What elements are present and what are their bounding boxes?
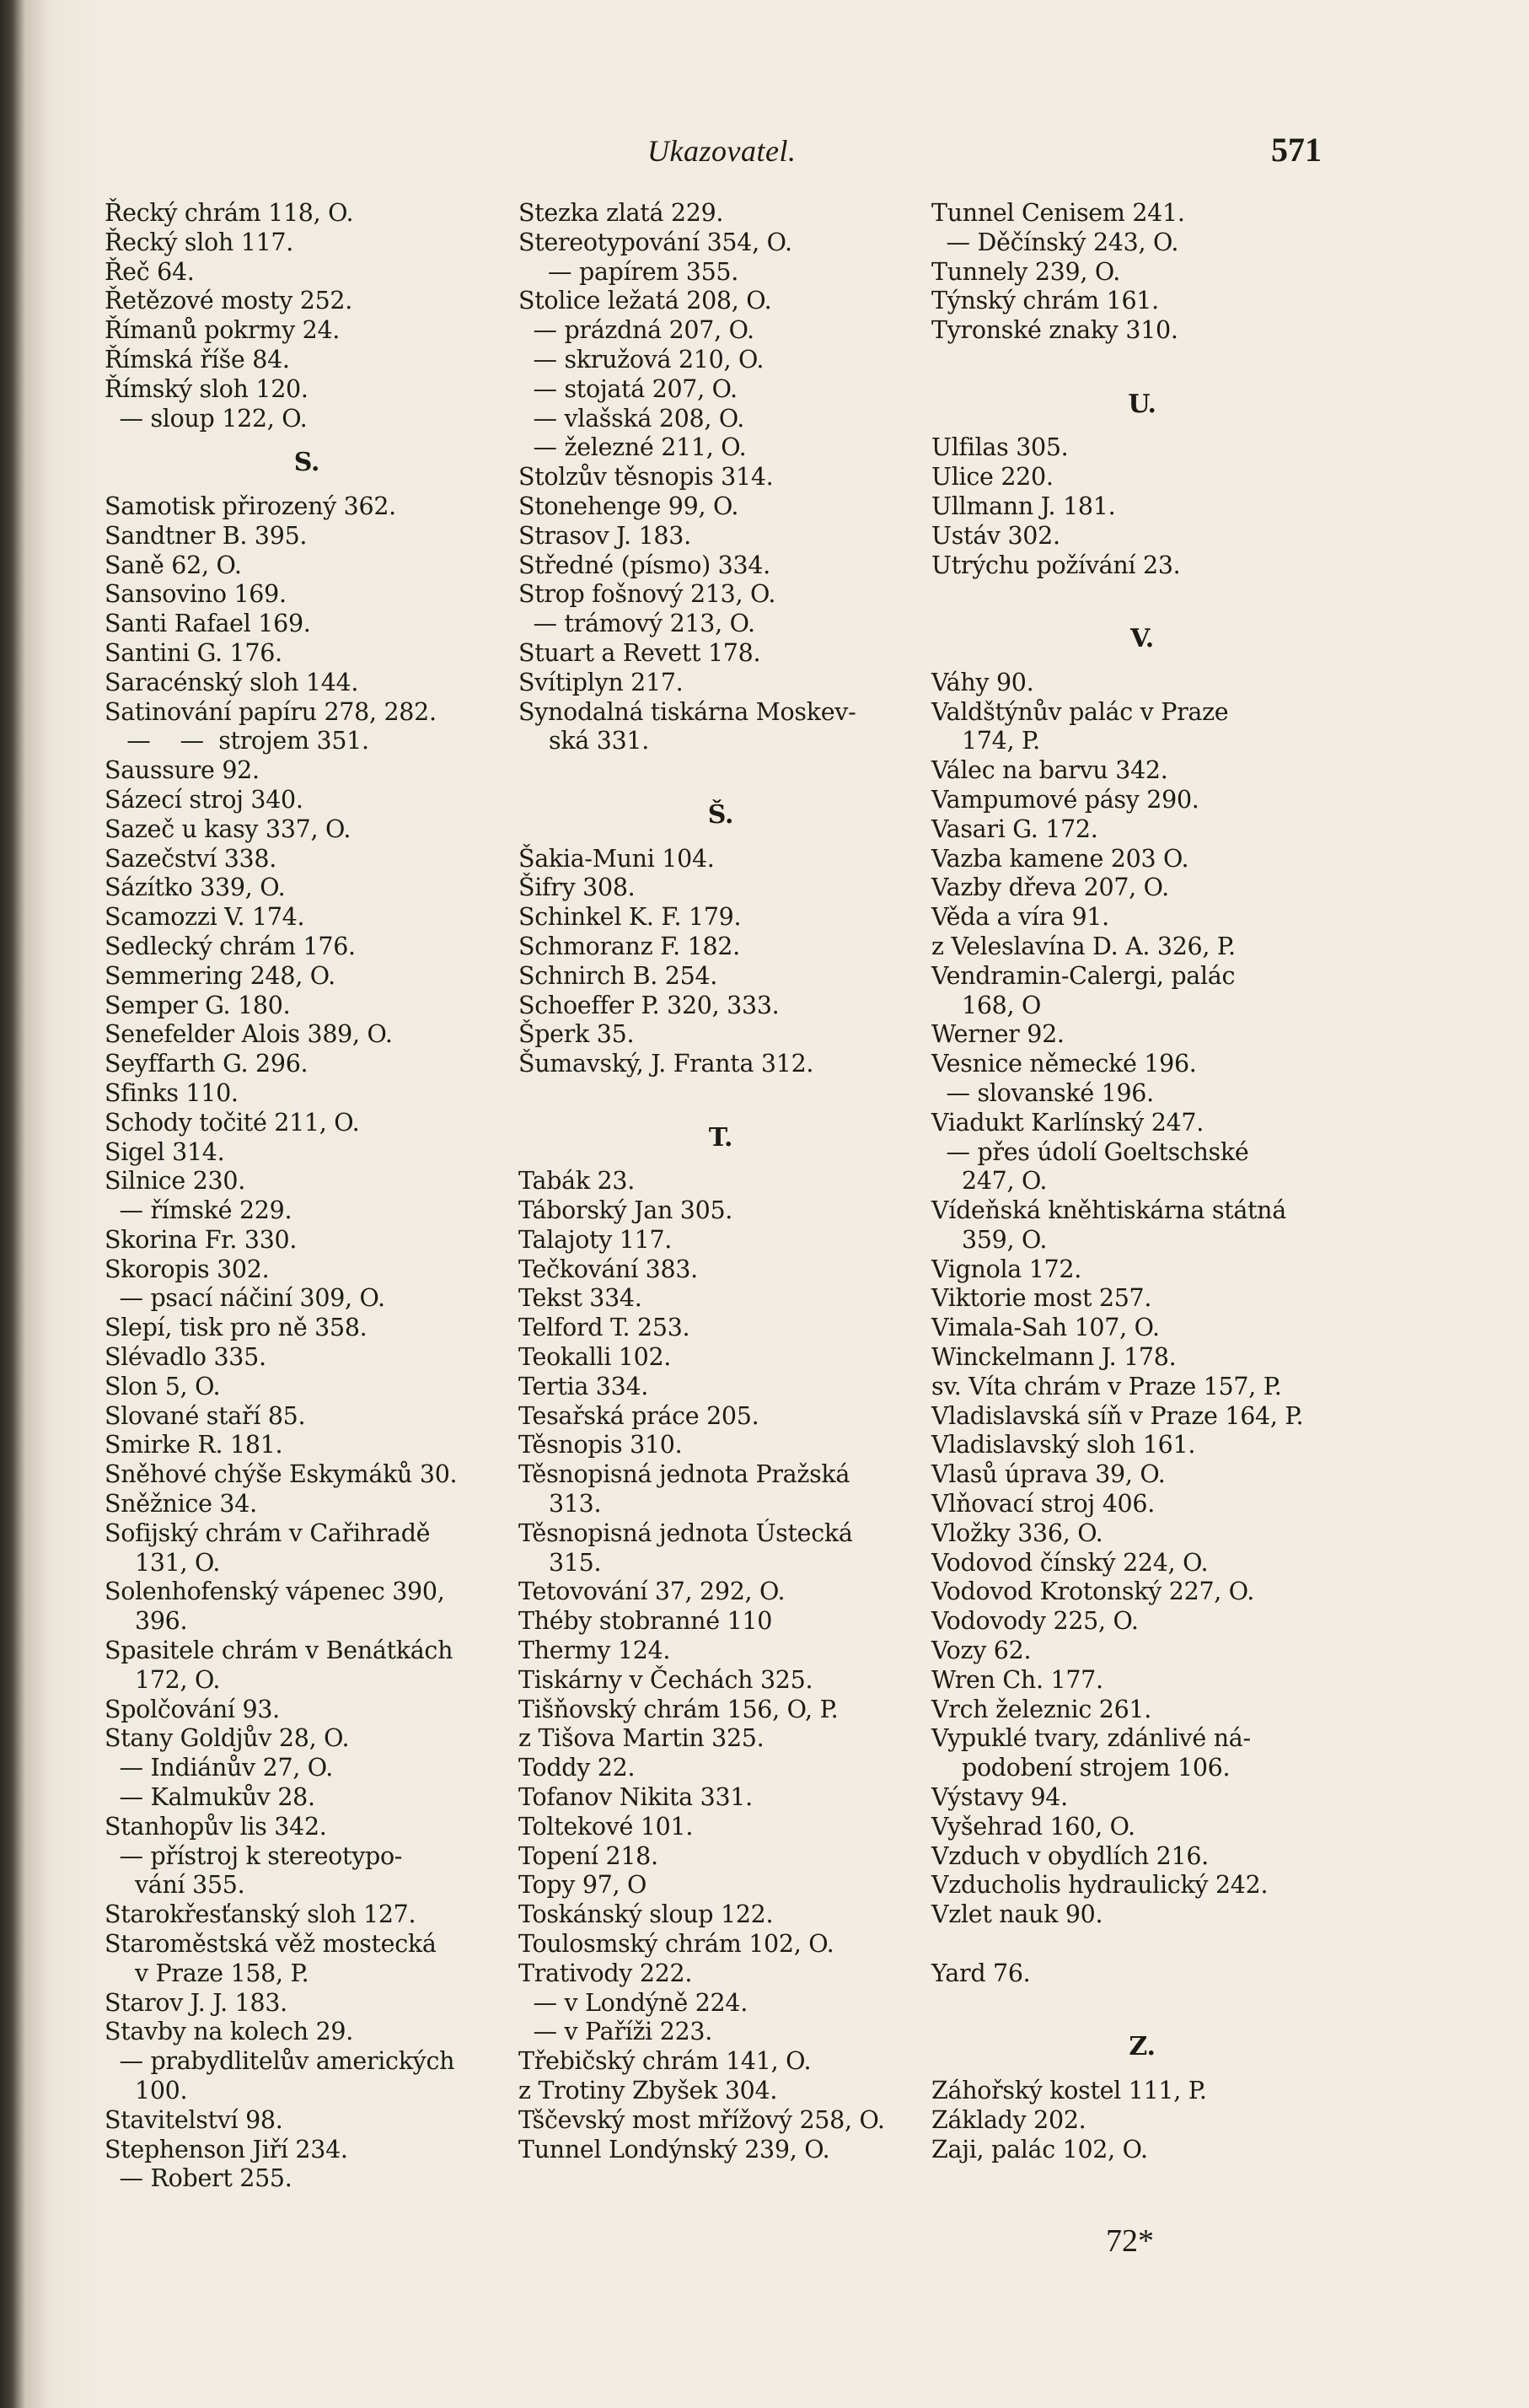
index-entry-continuation: 359, O. xyxy=(962,1225,1048,1254)
index-entry: Stezka zlatá 229. xyxy=(518,199,724,227)
index-entry: Sněhové chýše Eskymáků 30. xyxy=(105,1460,458,1489)
index-entry: z Tišova Martin 325. xyxy=(518,1724,764,1753)
index-entry: Schnirch B. 254. xyxy=(518,961,718,990)
index-entry: Vodovod Krotonský 227, O. xyxy=(931,1578,1254,1606)
index-entry: Valdštýnův palác v Praze xyxy=(931,697,1229,726)
index-entry: Tiskárny v Čechách 325. xyxy=(518,1665,813,1694)
index-entry: Stonehenge 99, O. xyxy=(518,492,739,520)
index-entry: Schinkel K. F. 179. xyxy=(518,903,742,932)
index-entry: — slovanské 196. xyxy=(931,1078,1154,1107)
index-entry: Vesnice německé 196. xyxy=(931,1050,1197,1078)
index-entry: Stolice ležatá 208, O. xyxy=(518,287,772,315)
blank-line xyxy=(931,1989,1353,2018)
running-title: Ukazovatel. xyxy=(647,134,797,168)
index-entry-continuation: v Praze 158, P. xyxy=(135,1959,309,1987)
index-entry: Tyronské znaky 310. xyxy=(931,316,1178,345)
index-entry: — prázdná 207, O. xyxy=(518,316,754,345)
index-entry-continuation: 100. xyxy=(135,2077,188,2104)
index-entry: — stojatá 207, O. xyxy=(518,374,738,403)
index-entry: Senefelder Alois 389, O. xyxy=(105,1020,393,1049)
index-entry: Sázecí stroj 340. xyxy=(105,785,303,814)
index-entry: Tščevský most mřížový 258, O. xyxy=(518,2105,885,2134)
index-entry-continuation: podobení strojem 106. xyxy=(962,1754,1231,1782)
index-entry: Ustáv 302. xyxy=(931,521,1060,550)
index-entry: Teokalli 102. xyxy=(518,1343,672,1372)
index-entry: Sněžnice 34. xyxy=(105,1490,257,1518)
index-entry: Yard 76. xyxy=(931,1959,1031,1987)
index-entry: Záhořský kostel 111, P. xyxy=(931,2077,1207,2104)
index-entry: Vlňovací stroj 406. xyxy=(931,1490,1155,1518)
index-entry: Tečkování 383. xyxy=(518,1255,698,1283)
section-letter-heading: Š. xyxy=(707,799,734,830)
index-entry-continuation: 396. xyxy=(135,1607,188,1636)
index-entry: Těsnopisná jednota Pražská xyxy=(518,1460,850,1489)
index-entry: Strasov J. 183. xyxy=(518,521,691,550)
index-entry: Táborský Jan 305. xyxy=(518,1196,733,1225)
index-entry: Starov J. J. 183. xyxy=(105,1988,287,2017)
index-column-1 xyxy=(105,199,509,2194)
index-entry-continuation: 174, P. xyxy=(962,727,1040,755)
index-entry: Šifry 308. xyxy=(518,873,636,902)
index-entry: Skoropis 302. xyxy=(105,1255,270,1283)
index-entry: Vignola 172. xyxy=(931,1255,1081,1283)
index-entry: — trámový 213, O. xyxy=(518,610,755,638)
index-entry: Toltekové 101. xyxy=(518,1812,694,1841)
index-entry: Vídeňská kněhtiskárna státná xyxy=(931,1196,1286,1225)
section-letter-heading: V. xyxy=(1130,624,1154,654)
index-entry: — vlašská 208, O. xyxy=(518,404,745,433)
index-entry: Vazba kamene 203 O. xyxy=(931,844,1189,873)
index-entry: Římský sloh 120. xyxy=(105,374,308,403)
index-entry: Tekst 334. xyxy=(518,1284,642,1313)
index-entry: Silnice 230. xyxy=(105,1167,245,1196)
index-entry: — římské 229. xyxy=(105,1196,292,1225)
index-entry: Seyffarth G. 296. xyxy=(105,1050,308,1078)
index-entry: Vrch železnic 261. xyxy=(931,1695,1152,1723)
index-entry: Třebičský chrám 141, O. xyxy=(518,2047,812,2076)
index-entry: Toskánský sloup 122. xyxy=(518,1900,774,1929)
index-entry: Tunnel Londýnský 239, O. xyxy=(518,2135,830,2163)
index-entry: Sázítko 339, O. xyxy=(105,873,286,902)
section-letter-heading: U. xyxy=(1128,389,1156,419)
index-entry: Vazby dřeva 207, O. xyxy=(931,873,1169,902)
index-entry: Slované staří 85. xyxy=(105,1401,306,1430)
index-entry: Stephenson Jiří 234. xyxy=(105,2135,348,2163)
index-entry: Tetovování 37, 292, O. xyxy=(518,1578,786,1606)
index-entry: — Indiánův 27, O. xyxy=(105,1754,333,1782)
index-entry: Řecký sloh 117. xyxy=(105,228,293,256)
index-entry: Semmering 248, O. xyxy=(105,961,335,990)
index-entry-continuation: 168, O xyxy=(962,991,1042,1019)
section-letter-heading: S. xyxy=(293,448,320,478)
index-entry: Zaji, palác 102, O. xyxy=(931,2135,1148,2163)
index-entry: Řetězové mosty 252. xyxy=(105,287,353,315)
index-entry: Vladislavský sloh 161. xyxy=(931,1431,1196,1459)
section-letter-heading: T. xyxy=(708,1122,733,1153)
index-entry: Schoeffer P. 320, 333. xyxy=(518,991,780,1019)
index-entry: Starokřesťanský sloh 127. xyxy=(105,1900,416,1929)
index-entry: — — strojem 351. xyxy=(105,727,369,755)
index-entry: Viadukt Karlínský 247. xyxy=(931,1108,1204,1137)
index-entry: Slepí, tisk pro ně 358. xyxy=(105,1314,367,1342)
index-entry: Toddy 22. xyxy=(518,1754,636,1782)
index-entry: Výstavy 94. xyxy=(931,1783,1068,1812)
index-entry: Strop fošnový 213, O. xyxy=(518,580,776,609)
index-entry: Théby stobranné 110 xyxy=(518,1607,773,1636)
index-entry: Slon 5, O. xyxy=(105,1372,221,1400)
index-entry: Šakia-Muni 104. xyxy=(518,844,715,873)
index-entry: Tišňovský chrám 156, O, P. xyxy=(518,1695,839,1723)
page-header xyxy=(0,126,1529,177)
index-entry: Ulice 220. xyxy=(931,463,1054,492)
index-entry: Synodalná tiskárna Moskev- xyxy=(518,697,856,726)
index-entry: Římanů pokrmy 24. xyxy=(105,316,341,345)
index-entry: Skorina Fr. 330. xyxy=(105,1225,298,1254)
index-entry: Sedlecký chrám 176. xyxy=(105,932,356,960)
index-entry: Základy 202. xyxy=(931,2105,1086,2134)
index-entry: Vypuklé tvary, zdánlivé ná- xyxy=(931,1724,1251,1753)
index-column-3 xyxy=(931,199,1353,2164)
index-entry: Vodovody 225, O. xyxy=(931,1607,1139,1636)
index-entry: Vladislavská síň v Praze 164, P. xyxy=(931,1401,1304,1430)
blank-line xyxy=(931,580,1353,610)
index-entry: — železné 211, O. xyxy=(518,433,747,462)
page-number: 571 xyxy=(1271,131,1322,169)
index-entry: Satinování papíru 278, 282. xyxy=(105,697,437,726)
index-entry: Topení 218. xyxy=(518,1841,658,1870)
index-entry-continuation: ská 331. xyxy=(549,727,650,755)
index-entry: Solenhofenský vápenec 390, xyxy=(105,1578,445,1606)
index-entry: Šperk 35. xyxy=(518,1020,635,1049)
index-entry: Vampumové pásy 290. xyxy=(931,785,1199,814)
index-entry: Schmoranz F. 182. xyxy=(518,932,740,960)
index-entry: Vimala-Sah 107, O. xyxy=(931,1314,1160,1342)
index-entry: — přístroj k stereotypo- xyxy=(105,1841,403,1870)
index-entry: Winckelmann J. 178. xyxy=(931,1343,1177,1372)
index-entry: Slévadlo 335. xyxy=(105,1343,266,1372)
index-entry: Vzlet nauk 90. xyxy=(931,1900,1103,1929)
index-entry: Staroměstská věž mostecká xyxy=(105,1930,437,1959)
index-entry: — psací náčiní 309, O. xyxy=(105,1284,385,1313)
index-entry: Těsnopisná jednota Ústecká xyxy=(518,1518,853,1547)
index-entry: Tunnely 239, O. xyxy=(931,257,1120,286)
index-entry: — v Londýně 224. xyxy=(518,1988,748,2017)
index-entry: Sfinks 110. xyxy=(105,1078,239,1107)
index-entry: Smirke R. 181. xyxy=(105,1431,283,1459)
index-entry: Vasari G. 172. xyxy=(931,814,1098,843)
index-entry: Stereotypování 354, O. xyxy=(518,228,792,256)
index-entry: z Trotiny Zbyšek 304. xyxy=(518,2077,778,2104)
index-entry: z Veleslavína D. A. 326, P. xyxy=(931,932,1236,960)
index-entry: Sansovino 169. xyxy=(105,580,287,609)
index-entry: Trativody 222. xyxy=(518,1959,693,1987)
blank-line xyxy=(518,756,923,786)
index-entry: Tofanov Nikita 331. xyxy=(518,1783,753,1812)
section-letter-heading: Z. xyxy=(1129,2032,1156,2062)
index-entry: Vzducholis hydraulický 242. xyxy=(931,1871,1269,1900)
index-entry: Sigel 314. xyxy=(105,1137,225,1166)
index-entry: — přes údolí Goeltschské xyxy=(931,1137,1249,1166)
index-entry: Tesařská práce 205. xyxy=(518,1401,759,1430)
index-entry: Scamozzi V. 174. xyxy=(105,903,305,932)
index-entry: Viktorie most 257. xyxy=(931,1284,1152,1313)
printer-signature-mark: 72* xyxy=(1106,2223,1154,2259)
index-entry: Vyšehrad 160, O. xyxy=(931,1812,1135,1841)
index-entry-continuation: 172, O. xyxy=(135,1665,221,1694)
index-entry: — skružová 210, O. xyxy=(518,345,764,374)
index-entry: Saracénský sloh 144. xyxy=(105,668,359,696)
index-entry: Sazečství 338. xyxy=(105,844,276,873)
index-entry: Vozy 62. xyxy=(931,1637,1032,1665)
index-entry: Ullmann J. 181. xyxy=(931,492,1116,520)
index-entry: Váhy 90. xyxy=(931,668,1034,696)
index-entry: Stavby na kolech 29. xyxy=(105,2018,353,2046)
index-entry: Stolzův těsnopis 314. xyxy=(518,463,774,492)
index-column-2 xyxy=(518,199,923,2164)
index-entry: Wren Ch. 177. xyxy=(931,1665,1103,1694)
index-entry: Tertia 334. xyxy=(518,1372,649,1400)
index-entry: Sandtner B. 395. xyxy=(105,521,308,550)
index-entry: — prabydlitelův amerických xyxy=(105,2047,455,2076)
index-entry-continuation: vání 355. xyxy=(135,1871,245,1900)
blank-line xyxy=(518,1079,923,1109)
index-entry: Stavitelství 98. xyxy=(105,2105,283,2134)
index-entry: Vodovod čínský 224, O. xyxy=(931,1548,1209,1577)
index-entry: Utrýchu požívání 23. xyxy=(931,551,1181,579)
index-entry: Telford T. 253. xyxy=(518,1314,690,1342)
index-entry: Věda a víra 91. xyxy=(931,903,1109,932)
index-entry: Schody točité 211, O. xyxy=(105,1108,360,1137)
index-entry: Válec na barvu 342. xyxy=(931,756,1168,785)
index-entry: — Robert 255. xyxy=(105,2164,292,2193)
index-entry: Stanhopův lis 342. xyxy=(105,1812,327,1841)
index-entry: Řeč 64. xyxy=(105,257,195,286)
index-entry-continuation: 313. xyxy=(549,1490,602,1518)
index-entry: Semper G. 180. xyxy=(105,991,291,1019)
index-entry: — Děčínský 243, O. xyxy=(931,228,1179,256)
index-entry-continuation: 247, O. xyxy=(962,1167,1048,1196)
index-entry: — sloup 122, O. xyxy=(105,404,308,433)
index-entry: — v Paříži 223. xyxy=(518,2018,713,2046)
index-entry: Santini G. 176. xyxy=(105,638,282,667)
index-entry: Středné (písmo) 334. xyxy=(518,551,770,579)
index-entry: Ulfilas 305. xyxy=(931,433,1069,462)
index-entry: Svítiplyn 217. xyxy=(518,668,684,696)
index-entry: Talajoty 117. xyxy=(518,1225,673,1254)
index-entry: Saussure 92. xyxy=(105,756,260,785)
index-entry: Římská říše 84. xyxy=(105,345,290,374)
index-entry: Vložky 336, O. xyxy=(931,1518,1103,1547)
index-entry: sv. Víta chrám v Praze 157, P. xyxy=(931,1372,1282,1400)
index-entry: Tunnel Cenisem 241. xyxy=(931,199,1185,227)
index-entry: Topy 97, O xyxy=(518,1871,647,1900)
index-entry: Tabák 23. xyxy=(518,1167,635,1196)
index-entry-continuation: 315. xyxy=(549,1548,602,1577)
index-entry: Spolčování 93. xyxy=(105,1695,280,1723)
index-entry: Stany Goldjův 28, O. xyxy=(105,1724,350,1753)
index-entry: Týnský chrám 161. xyxy=(931,287,1159,315)
index-entry: Sofijský chrám v Cařihradě xyxy=(105,1518,431,1547)
blank-line xyxy=(931,1930,1353,1959)
index-entry: — papírem 355. xyxy=(518,257,739,286)
index-entry: Vlasů úprava 39, O. xyxy=(931,1460,1166,1489)
index-entry: Saně 62, O. xyxy=(105,551,242,579)
index-entry: Sazeč u kasy 337, O. xyxy=(105,814,351,843)
index-entry: Těsnopis 310. xyxy=(518,1431,683,1459)
index-entry: Thermy 124. xyxy=(518,1637,671,1665)
index-entry: Toulosmský chrám 102, O. xyxy=(518,1930,834,1959)
index-entry: Řecký chrám 118, O. xyxy=(105,199,354,227)
blank-line xyxy=(931,346,1353,375)
index-entry: Santi Rafael 169. xyxy=(105,610,311,638)
index-entry: Vzduch v obydlích 216. xyxy=(931,1841,1209,1870)
index-entry: Werner 92. xyxy=(931,1020,1065,1049)
index-entry: — Kalmukův 28. xyxy=(105,1783,315,1812)
index-entry: Spasitele chrám v Benátkách xyxy=(105,1637,453,1665)
index-entry: Stuart a Revett 178. xyxy=(518,638,761,667)
index-entry: Vendramin-Calergi, palác xyxy=(931,961,1236,990)
index-entry-continuation: 131, O. xyxy=(135,1548,221,1577)
index-entry: Samotisk přirozený 362. xyxy=(105,492,396,520)
index-entry: Šumavský, J. Franta 312. xyxy=(518,1050,814,1078)
